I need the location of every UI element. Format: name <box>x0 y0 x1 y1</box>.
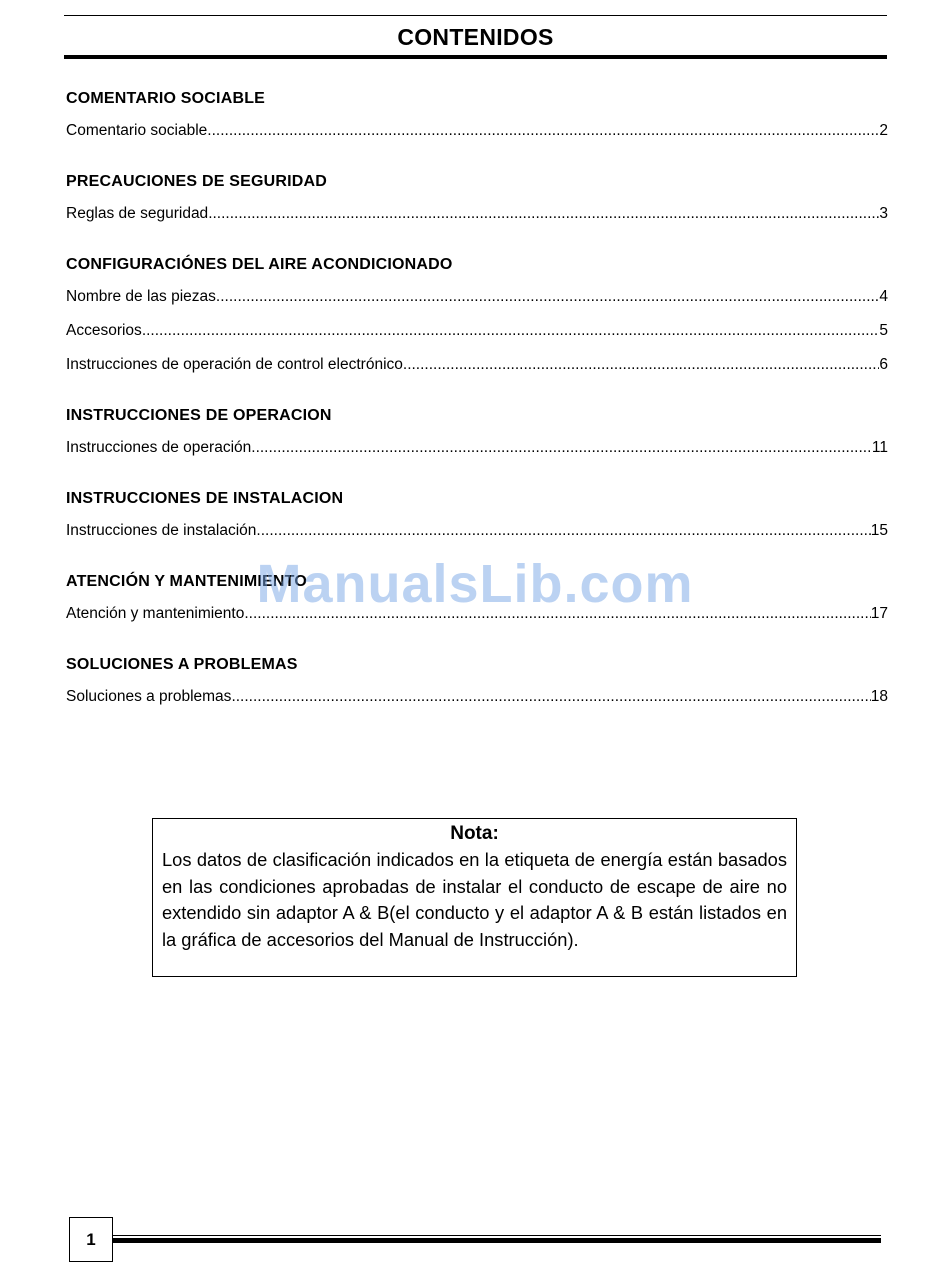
footer-rule-thick <box>113 1238 881 1243</box>
toc-entry-label: Instrucciones de instalación <box>66 522 257 539</box>
dot-leader <box>256 514 870 548</box>
toc-entry[interactable] <box>66 680 888 714</box>
toc-entry-page: 5 <box>879 322 888 339</box>
dot-leader <box>251 431 872 465</box>
toc-section <box>66 167 888 231</box>
top-rule <box>64 15 887 16</box>
section-title: INSTRUCCIONES DE INSTALACION <box>66 490 344 507</box>
dot-leader <box>403 348 879 382</box>
toc-entry-page: 6 <box>879 356 888 373</box>
section-title: SOLUCIONES A PROBLEMAS <box>66 656 298 673</box>
toc-entry-label: Accesorios <box>66 322 142 339</box>
section-title: COMENTARIO SOCIABLE <box>66 90 266 107</box>
toc-entry-page: 15 <box>870 522 888 539</box>
toc-section <box>66 401 888 465</box>
toc-entry[interactable] <box>66 280 888 314</box>
toc-section <box>66 250 888 382</box>
toc-entry-page: 17 <box>870 605 888 622</box>
section-title: CONFIGURACIÓNES DEL AIRE ACONDICIONADO <box>66 256 453 273</box>
toc-entry[interactable] <box>66 348 888 382</box>
toc-entry-label: Reglas de seguridad <box>66 205 209 222</box>
section-title: PRECAUCIONES DE SEGURIDAD <box>66 173 328 190</box>
toc-entry[interactable] <box>66 514 888 548</box>
section-title: ATENCIÓN Y MANTENIMIENTO <box>66 573 307 590</box>
footer-rule <box>113 1235 881 1236</box>
table-of-contents <box>66 84 888 714</box>
dot-leader <box>142 314 880 348</box>
toc-entry-page: 11 <box>871 439 888 456</box>
toc-section <box>66 84 888 148</box>
toc-entry-page: 18 <box>870 688 888 705</box>
toc-entry-label: Instrucciones de operación <box>66 439 252 456</box>
dot-leader <box>231 680 870 714</box>
toc-entry-label: Nombre de las piezas <box>66 288 216 305</box>
toc-entry-page: 4 <box>879 288 888 305</box>
note-title: Nota: <box>450 823 499 844</box>
toc-entry[interactable] <box>66 431 888 465</box>
dot-leader <box>216 280 879 314</box>
note-body: Los datos de clasificación indicados en la etiqueta de energía están basados en las condiciones aprobadas de instalar el conducto de escape de aire no extendido sin adaptor A & B(el conducto y el adaptor A & B están listados en la gráfica de accesorios del Manual de Instrucción). <box>162 849 787 950</box>
page-number: 1 <box>69 1217 113 1262</box>
title-rule <box>64 55 887 59</box>
toc-entry[interactable] <box>66 114 888 148</box>
toc-section <box>66 484 888 548</box>
dot-leader <box>207 114 879 148</box>
toc-entry-label: Soluciones a problemas <box>66 688 232 705</box>
page-title: CONTENIDOS <box>397 24 554 50</box>
toc-entry[interactable] <box>66 197 888 231</box>
toc-entry[interactable] <box>66 314 888 348</box>
toc-entry-label: Instrucciones de operación de control electrónico <box>66 356 403 373</box>
toc-entry-page: 3 <box>879 205 888 222</box>
watermark: ManualsLib.com <box>256 554 694 614</box>
toc-entry-page: 2 <box>879 122 888 139</box>
note-box <box>152 818 797 977</box>
toc-section <box>66 650 888 714</box>
toc-entry-label: Comentario sociable <box>66 122 208 139</box>
toc-entry-label: Atención y mantenimiento <box>66 605 245 622</box>
dot-leader <box>208 197 879 231</box>
section-title: INSTRUCCIONES DE OPERACION <box>66 407 332 424</box>
